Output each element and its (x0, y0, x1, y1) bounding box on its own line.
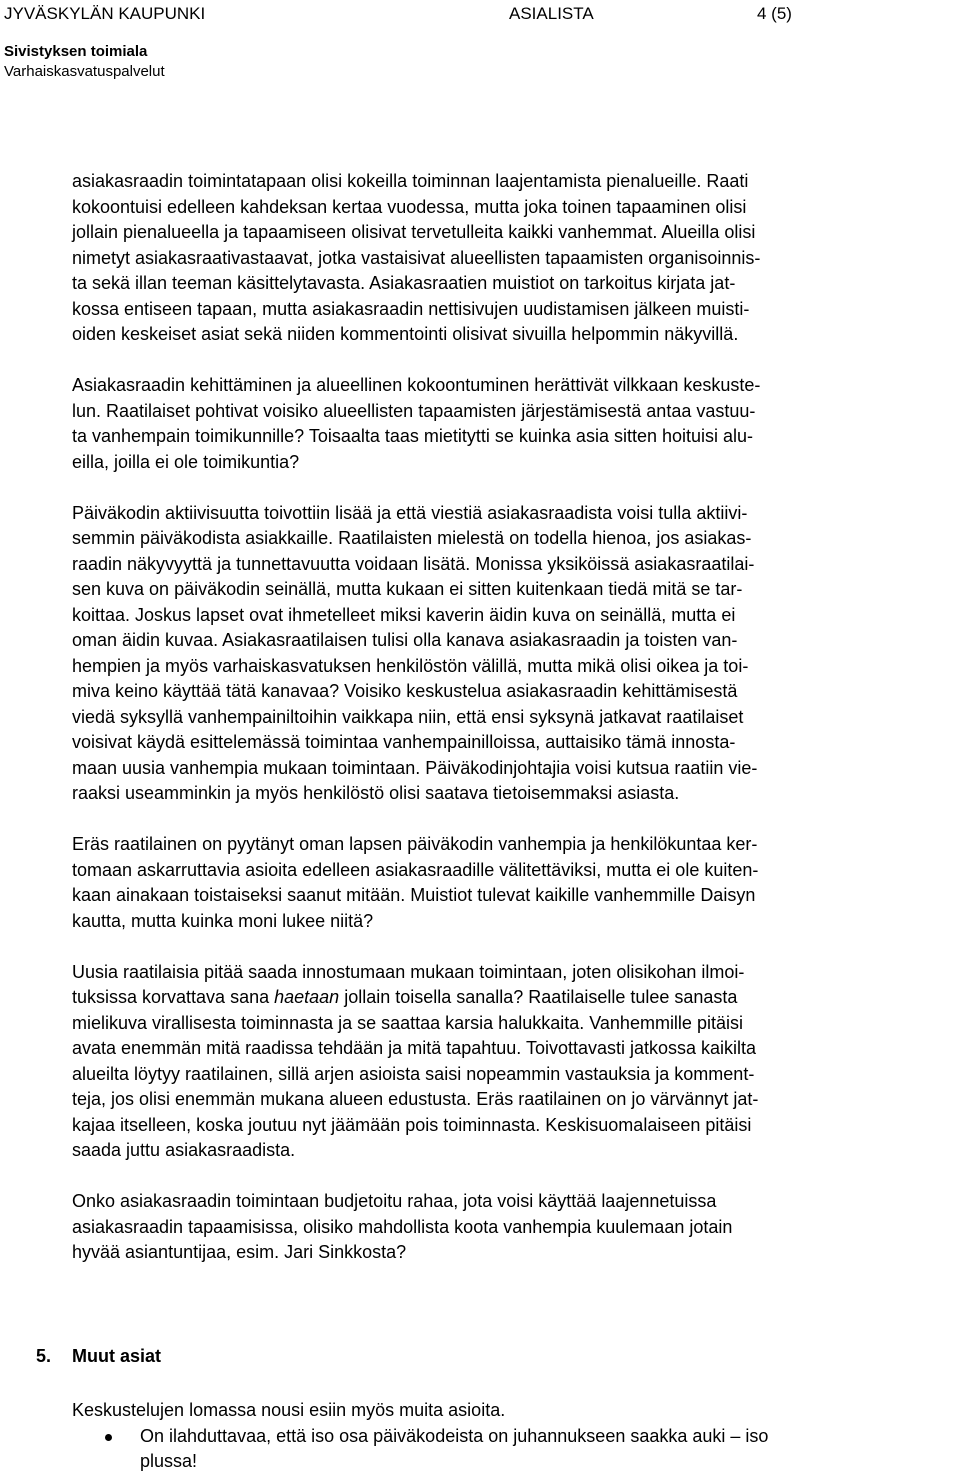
bullet-icon (105, 1434, 112, 1441)
text-line: saada juttu asiakasraadista. (72, 1140, 296, 1160)
department-name: Sivistyksen toimiala (4, 43, 148, 60)
text-line: kossa entiseen tapaan, mutta asiakasraadin nettisivujen uudistamisen jälkeen muisti- (72, 298, 750, 319)
text-line: tomaan askarruttavia asioita edelleen asiakasraadille välitettäviksi, mutta ei ole kuiten- (72, 859, 759, 880)
page-number: 4 (5) (757, 4, 792, 23)
paragraph (72, 960, 952, 1164)
text-line (72, 985, 952, 1011)
text-line: jollain pienalueella ja tapaamiseen olisivat tervetulleita kaikki vanhemmat. Alueilla olisi (72, 222, 756, 242)
text-line: oiden keskeiset asiat sekä niiden kommentointi olisivat sivuilla helpommin näkyvillä. (72, 324, 739, 344)
text-line: asiakasraadin tapaamisissa, olisiko mahdollista koota vanhempia kuulemaan jotain (72, 1216, 733, 1237)
text-line: raaksi useamminkin ja myös henkilöstö olisi saatava tietoisemmaksi asiasta. (72, 783, 680, 803)
section-heading (36, 1343, 161, 1369)
text-line: sen kuva on päiväkodin seinällä, mutta kukaan ei sitten kuitenkaan tiedä mitä se tar- (72, 579, 743, 599)
text-line: raadin näkyvyyttä ja tunnettavuutta voidaan lisätä. Monissa yksiköissä asiakasraatilai- (72, 553, 755, 574)
paragraph (72, 832, 952, 934)
text-line: avata enemmän mitä raadissa tehdään ja mitä tapahtuu. Toivottavasti jatkossa kaikilta (72, 1038, 757, 1058)
text-line: maan uusia vanhempia mukaan toimintaan. Päiväkodinjohtajia voisi kutsua raatiin vie- (72, 757, 758, 778)
text-line: voisivat käydä esittelemässä toimintaa vanhempainilloissa, auttaisiko tämä innosta- (72, 732, 736, 752)
list-item (0, 1424, 952, 1475)
text-line: oman äidin kuvaa. Asiakasraatilaisen tulisi olla kanava asiakasraadin ja toisten van- (72, 630, 738, 650)
text-line: Päiväkodin aktiivisuutta toivottiin lisää ja että viestiä asiakasraadista voisi tulla aktiivi- (72, 502, 748, 523)
text-line: kaan ainakaan toistaiseksi saanut mitään. Muistiot tulevat kaikille vanhemmille Daisyn (72, 885, 756, 905)
text-line: kokoontuisi edelleen kahdeksan kertaa vuodessa, mutta joka toinen tapaaminen olisi (72, 196, 747, 217)
text-line: koittaa. Joskus lapset ovat ihmetelleet miksi kaverin äidin kuva on seinällä, mutta ei (72, 604, 736, 625)
document-body (72, 169, 952, 1266)
text-line: ta sekä illan teeman käsittelytavasta. Asiakasraatien muistiot on tarkoitus kirjata jat- (72, 273, 736, 293)
paragraph (72, 169, 952, 348)
text-line: Eräs raatilainen on pyytänyt oman lapsen päiväkodin vanhempia ja henkilökuntaa ker- (72, 834, 758, 854)
paragraph (72, 373, 952, 475)
text-line: viedä syksyllä vanhempainiltoihin vaikkapa niin, että ensi syksynä jatkavat raatilaiset (72, 706, 744, 727)
text-line: eilla, joilla ei ole toimikuntia? (72, 451, 300, 472)
section-title: Muut asiat (72, 1346, 162, 1366)
text-line: asiakasraadin toimintatapaan olisi kokeilla toiminnan laajentamista pienalueille. Raati (72, 171, 749, 191)
text-line: teja, jos olisi enemmän mukana alueen edustusta. Eräs raatilainen on jo värvännyt jat- (72, 1089, 759, 1109)
text-line: mielikuva virallisesta toiminnasta ja se saattaa karsia halukkaita. Vanhemmille pitäisi (72, 1012, 743, 1033)
text-line: plussa! (140, 1451, 198, 1471)
text-line: ta vanhempain toimikunnille? Toisaalta taas mietitytti se kuinka asia sitten hoituisi alu- (72, 426, 754, 446)
emphasized-word: haetaan (274, 987, 340, 1007)
text-line: lun. Raatilaiset pohtivat voisiko alueellisten tapaamisten järjestämisestä antaa vastuu- (72, 400, 756, 421)
document-header (4, 4, 954, 26)
text-line: semmin päiväkodista asiakkaille. Raatilaisten mielestä on todella hienoa, jos asiakas- (72, 528, 752, 548)
text-line: On ilahduttavaa, että iso osa päiväkodeista on juhannukseen saakka auki – iso (140, 1425, 769, 1446)
text-line: hyvää asiantuntijaa, esim. Jari Sinkkosta? (72, 1242, 407, 1262)
organization-name: JYVÄSKYLÄN KAUPUNKI (4, 4, 206, 23)
text-line: nimetyt asiakasraativastaavat, jotka vastaisivat alueellisten tapaamisten organisoinnis- (72, 247, 761, 268)
text-line: Keskustelujen lomassa nousi esiin myös muita asioita. (72, 1400, 506, 1420)
text-line: alueilta löytyy raatilainen, sillä arjen asioista saisi nopeammin vastauksia ja komment- (72, 1063, 755, 1084)
text-run: tuksissa korvattava sana (72, 987, 275, 1007)
text-line: Uusia raatilaisia pitää saada innostumaan mukaan toimintaan, joten olisikohan ilmoi- (72, 961, 745, 982)
unit-name: Varhaiskasvatuspalvelut (4, 63, 165, 80)
document-type: ASIALISTA (509, 4, 594, 23)
text-line: Onko asiakasraadin toimintaan budjetoitu rahaa, jota voisi käyttää laajennetuissa (72, 1191, 717, 1211)
section-body (72, 1398, 952, 1475)
paragraph (72, 501, 952, 807)
text-line: kautta, mutta kuinka moni lukee niitä? (72, 910, 374, 931)
text-run: jollain toisella sanalla? Raatilaiselle tulee sanasta (339, 987, 738, 1007)
text-line: miva keino käyttää tätä kanavaa? Voisiko keskustelua asiakasraadin kehittämisestä (72, 681, 738, 701)
section-number: 5. (36, 1346, 52, 1366)
text-line: Asiakasraadin kehittäminen ja alueellinen kokoontuminen herättivät vilkkaan keskuste- (72, 375, 761, 395)
text-line: kajaa itselleen, koska joutuu nyt jäämään pois toiminnasta. Keskisuomalaiseen pitäisi (72, 1114, 752, 1135)
text-line: hempien ja myös varhaiskasvatuksen henkilöstön välillä, mutta mikä olisi oikea ja toi- (72, 655, 749, 676)
paragraph (72, 1189, 952, 1266)
